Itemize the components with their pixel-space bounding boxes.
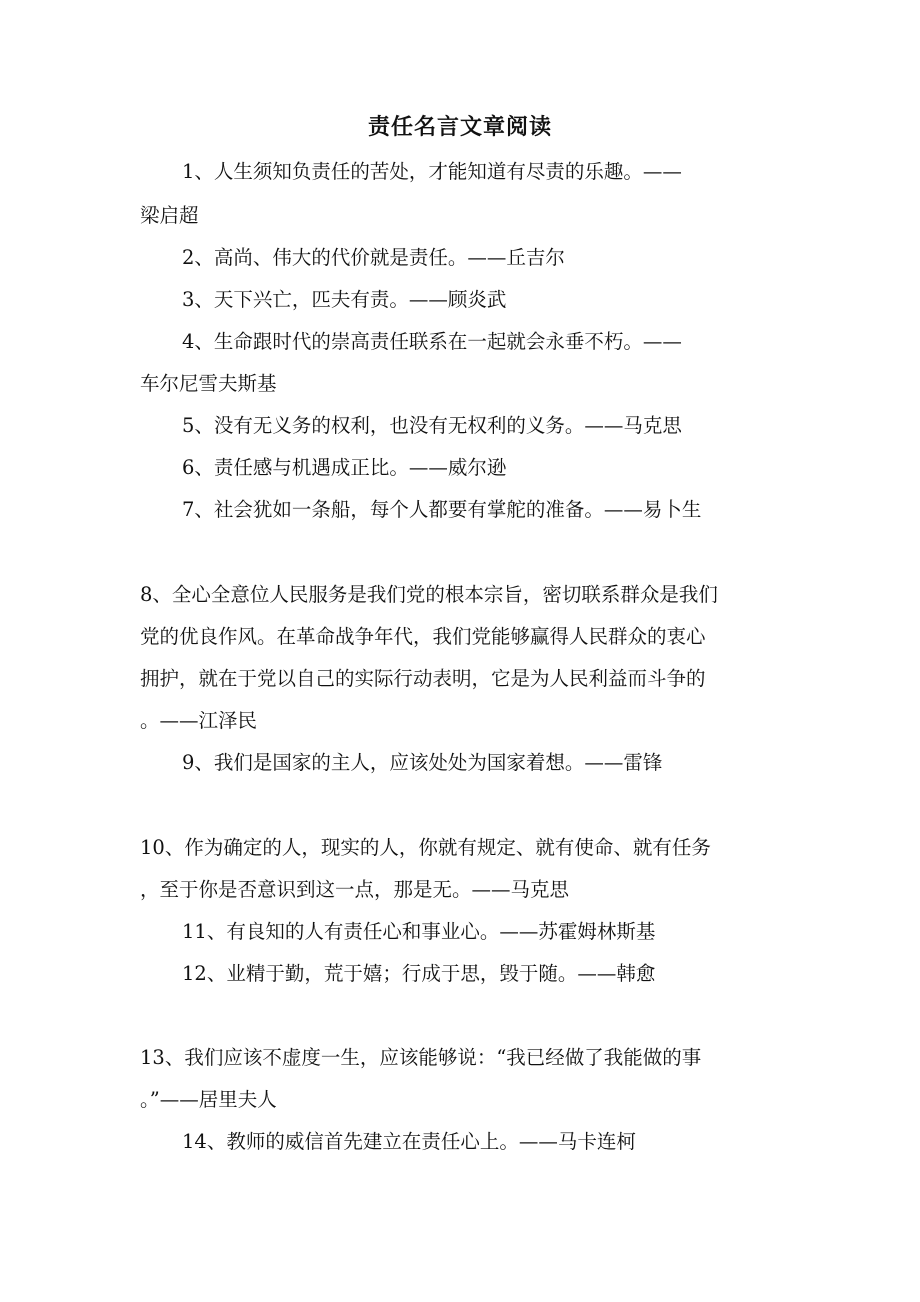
page-title: 责任名言文章阅读 — [367, 114, 552, 140]
quote-14: 14、教师的威信首先建立在责任心上。——马卡连柯 — [182, 1130, 636, 1153]
quote-7: 7、社会犹如一条船，每个人都要有掌舵的准备。——易卜生 — [182, 498, 702, 521]
quote-8-line-2: 党的优良作风。在革命战争年代，我们党能够赢得人民群众的衷心 — [140, 625, 706, 648]
quote-10-line-1: 10、作为确定的人，现实的人，你就有规定、就有使命、就有任务 — [140, 836, 711, 859]
quote-10-line-2: ，至于你是否意识到这一点，那是无。——马克思 — [140, 878, 570, 901]
quote-13-line-1: 13、我们应该不虚度一生，应该能够说：“我已经做了我能做的事 — [140, 1046, 702, 1069]
quote-8-line-3: 拥护，就在于党以自己的实际行动表明，它是为人民利益而斗争的 — [140, 667, 706, 690]
quote-1-line-2: 梁启超 — [140, 204, 199, 227]
quote-2: 2、高尚、伟大的代价就是责任。——丘吉尔 — [182, 246, 565, 269]
quote-5: 5、没有无义务的权利，也没有无权利的义务。——马克思 — [182, 414, 682, 437]
quote-4-line-2: 车尔尼雪夫斯基 — [140, 372, 277, 395]
quote-13-line-2: 。”——居里夫人 — [140, 1088, 277, 1111]
quote-3: 3、天下兴亡，匹夫有责。——顾炎武 — [182, 288, 507, 311]
quote-9: 9、我们是国家的主人，应该处处为国家着想。——雷锋 — [182, 751, 663, 774]
quote-1-line-1: 1、人生须知负责任的苦处，才能知道有尽责的乐趣。—— — [182, 160, 682, 183]
quote-4-line-1: 4、生命跟时代的崇高责任联系在一起就会永垂不朽。—— — [182, 330, 682, 353]
quote-11: 11、有良知的人有责任心和事业心。——苏霍姆林斯基 — [182, 920, 656, 943]
quote-8-line-1: 8、全心全意位人民服务是我们党的根本宗旨，密切联系群众是我们 — [140, 583, 718, 606]
quote-6: 6、责任感与机遇成正比。——威尔逊 — [182, 456, 507, 479]
quote-8-line-4: 。——江泽民 — [140, 709, 258, 732]
quote-12: 12、业精于勤，荒于嬉；行成于思，毁于随。——韩愈 — [182, 962, 656, 985]
